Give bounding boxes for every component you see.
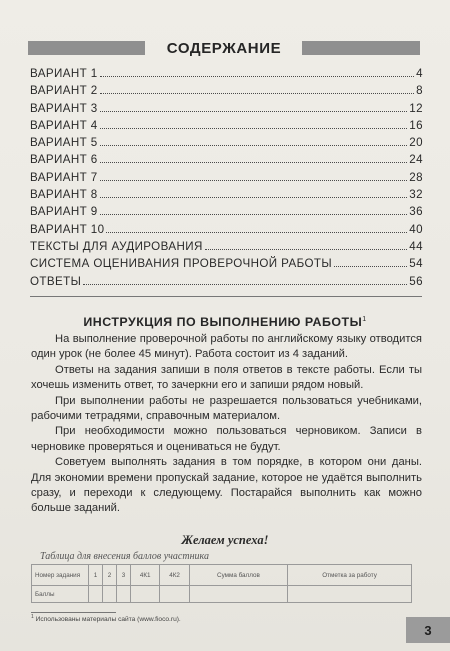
- toc-entry-label: ВАРИАНТ 10: [30, 222, 105, 236]
- table-of-contents: [30, 67, 423, 292]
- page-number: 3: [406, 617, 450, 643]
- toc-entry: [30, 257, 423, 274]
- toc-entry-label: ВАРИАНТ 6: [30, 153, 98, 167]
- toc-entry-label: СИСТЕМА ОЦЕНИВАНИЯ ПРОВЕРОЧНОЙ РАБОТЫ: [30, 257, 333, 271]
- toc-entry-label: ВАРИАНТ 5: [30, 136, 98, 150]
- score-cell: [189, 586, 287, 603]
- dot-leader: [100, 111, 408, 112]
- instruction-paragraph: При выполнении работы не разрешается пользоваться учебниками, рабочими тетрадями, справочным материалом.: [31, 394, 422, 423]
- toc-entry-label: ВАРИАНТ 4: [30, 118, 98, 132]
- instructions-title-text: ИНСТРУКЦИЯ ПО ВЫПОЛНЕНИЮ РАБОТЫ: [83, 315, 363, 329]
- toc-title: СОДЕРЖАНИЕ: [166, 39, 282, 57]
- toc-entry: [30, 153, 423, 170]
- toc-entry: [30, 67, 423, 84]
- dot-leader: [334, 266, 407, 267]
- dot-leader: [106, 232, 407, 233]
- toc-entry-page: 44: [409, 239, 423, 253]
- score-cell: [89, 586, 103, 603]
- column-header: Сумма баллов: [189, 565, 287, 586]
- toc-entry-page: 16: [409, 118, 423, 132]
- toc-entry-page: 12: [409, 101, 423, 115]
- instructions-title: [0, 315, 450, 329]
- section-divider: [30, 296, 422, 297]
- toc-entry: [30, 119, 423, 136]
- column-header: 2: [102, 565, 116, 586]
- toc-entry-page: 24: [409, 153, 423, 167]
- footnote-divider: [31, 612, 116, 613]
- instruction-paragraph: Ответы на задания запиши в поля ответов в тексте работы. Если ты хочешь изменить ответ, то зачеркни его и запиши рядом новый.: [31, 363, 422, 392]
- toc-entry-label: ВАРИАНТ 3: [30, 101, 98, 115]
- toc-entry-label: ОТВЕТЫ: [30, 274, 82, 288]
- score-cell: [102, 586, 116, 603]
- toc-entry-label: ВАРИАНТ 2: [30, 84, 98, 98]
- table-row: [32, 586, 412, 603]
- dot-leader: [100, 76, 415, 77]
- column-header: 1: [89, 565, 103, 586]
- score-table: [31, 564, 412, 603]
- toc-entry-page: 4: [416, 67, 423, 80]
- toc-entry-page: 28: [409, 170, 423, 184]
- footnote-mark: 1: [362, 315, 367, 323]
- footnote-mark: 1: [31, 614, 34, 620]
- dot-leader: [83, 284, 407, 285]
- footnote-text: Использованы материалы сайта (www.fioco.ru).: [35, 616, 181, 624]
- header-bar-left: [28, 41, 145, 55]
- toc-entry-page: 40: [409, 222, 423, 236]
- toc-entry-label: ТЕКСТЫ ДЛЯ АУДИРОВАНИЯ: [30, 239, 203, 253]
- dot-leader: [100, 214, 408, 215]
- instruction-paragraph: Советуем выполнять задания в том порядке, в котором они даны. Для экономии времени пропускай задание, которое не удаётся выполнить сразу, и переходи к следующему. Постарайся выполнить как можно больше заданий.: [31, 456, 422, 515]
- toc-entry: [30, 171, 423, 188]
- column-header: 4К2: [160, 565, 189, 586]
- toc-entry-page: 20: [409, 136, 423, 150]
- instruction-paragraph: На выполнение проверочной работы по английскому языку отводится один урок (не более 45 минут). Работа состоит из 4 заданий.: [31, 333, 422, 361]
- toc-entry-page: 54: [409, 257, 423, 271]
- toc-entry: [30, 102, 423, 119]
- toc-entry-label: ВАРИАНТ 7: [30, 170, 98, 184]
- score-cell: [116, 586, 130, 603]
- toc-entry-label: ВАРИАНТ 9: [30, 205, 98, 219]
- dot-leader: [100, 180, 408, 181]
- toc-entry: [30, 136, 423, 153]
- toc-entry-page: 36: [409, 205, 423, 219]
- toc-entry: [30, 84, 423, 101]
- header-bar-right: [302, 41, 420, 55]
- score-cell: [130, 586, 159, 603]
- toc-entry-page: 8: [416, 84, 423, 98]
- toc-entry: [30, 188, 423, 205]
- footnote: [31, 614, 181, 623]
- toc-entry-page: 32: [409, 188, 423, 202]
- toc-entry-label: ВАРИАНТ 1: [30, 67, 98, 80]
- good-luck-text: Желаем успеха!: [181, 533, 269, 547]
- dot-leader: [100, 145, 408, 146]
- score-table-caption: Таблица для внесения баллов участника: [40, 551, 209, 562]
- dot-leader: [100, 197, 408, 198]
- toc-header: [28, 39, 420, 57]
- dot-leader: [100, 93, 415, 94]
- dot-leader: [100, 162, 408, 163]
- toc-entry: [30, 205, 423, 222]
- toc-entry-label: ВАРИАНТ 8: [30, 188, 98, 202]
- toc-entry: [30, 240, 423, 257]
- table-row: [32, 565, 412, 586]
- toc-entry: [30, 275, 423, 292]
- instructions-body: [31, 332, 422, 517]
- instruction-paragraph: При необходимости можно пользоваться черновиком. Записи в черновике проверяться и оцениваться не будут.: [31, 425, 422, 453]
- column-header: 3: [116, 565, 130, 586]
- toc-entry: [30, 223, 423, 240]
- dot-leader: [205, 249, 408, 250]
- column-header: Отметка за работу: [288, 565, 412, 586]
- row-header-points: Баллы: [32, 586, 89, 603]
- score-cell: [160, 586, 189, 603]
- row-header-task-number: Номер задания: [32, 565, 89, 586]
- toc-entry-page: 56: [409, 274, 423, 288]
- score-cell: [288, 586, 412, 603]
- dot-leader: [100, 128, 408, 129]
- column-header: 4К1: [130, 565, 159, 586]
